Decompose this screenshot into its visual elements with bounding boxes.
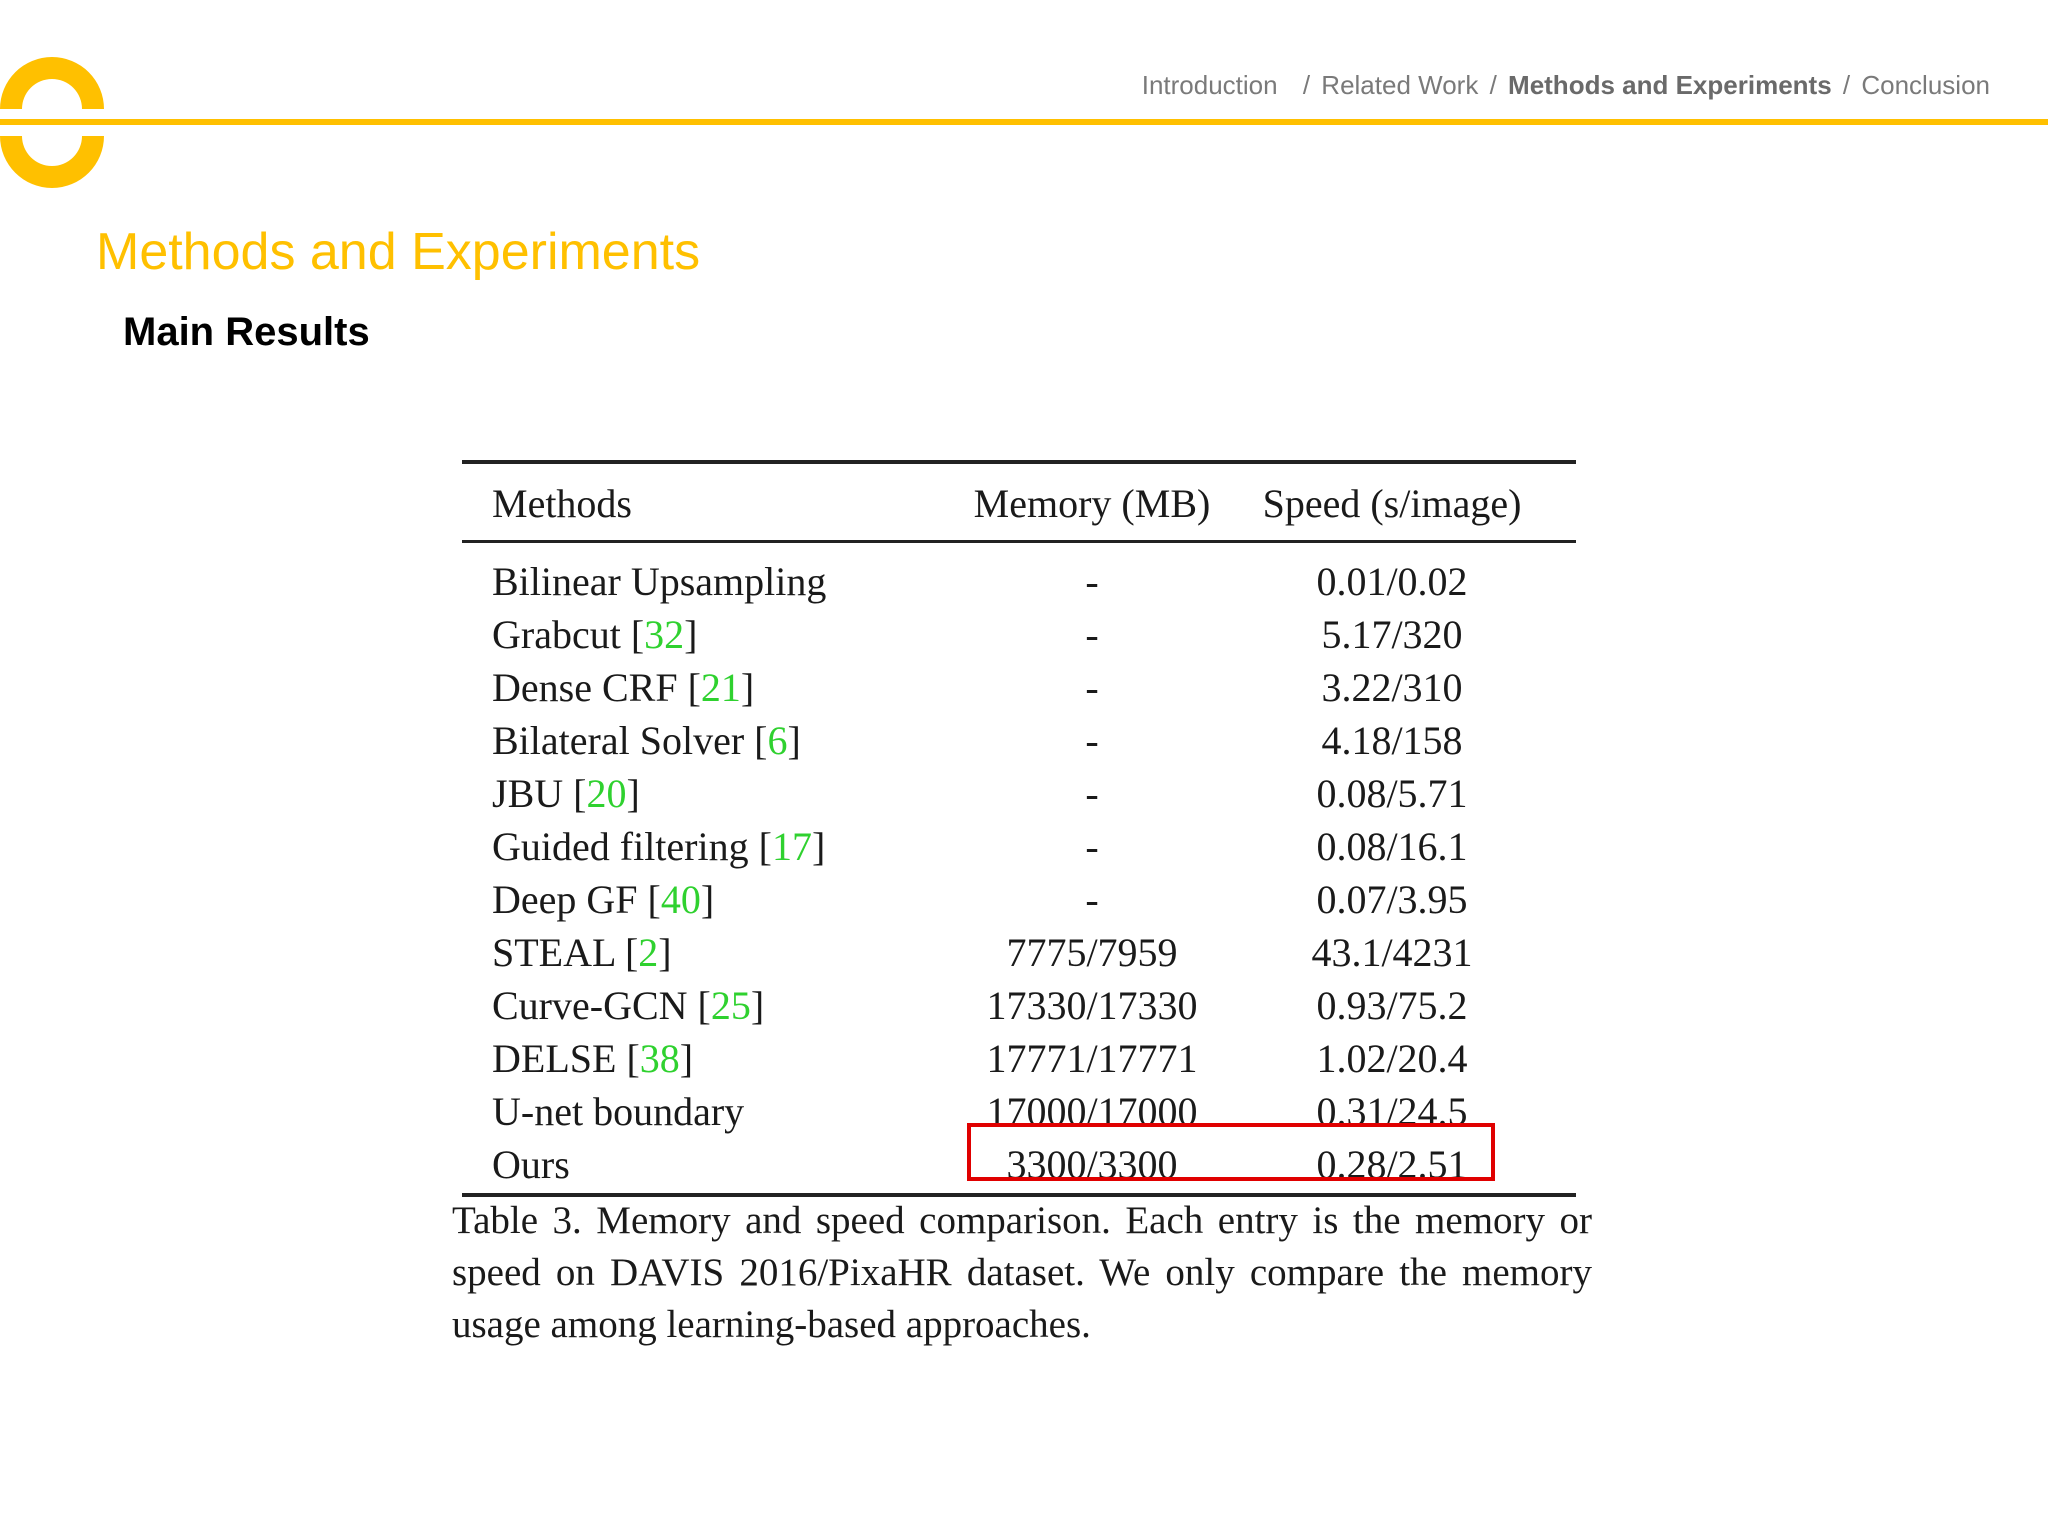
speed-cell: 0.01/0.02	[1316, 559, 1468, 604]
citation-link[interactable]: 17	[771, 824, 812, 869]
method-name: Deep GF	[492, 877, 638, 922]
method-name: U-net boundary	[492, 1089, 745, 1134]
speed-cell: 3.22/310	[1321, 665, 1463, 710]
memory-cell: -	[1085, 665, 1099, 710]
citation-link[interactable]: 6	[767, 718, 788, 763]
method-cell: DELSE [38]	[492, 1036, 694, 1081]
nav-methods-and-experiments[interactable]: Methods and Experiments	[1508, 70, 1832, 100]
method-cell: Guided filtering [17]	[492, 824, 826, 869]
speed-cell: 0.08/16.1	[1316, 824, 1468, 869]
nav-introduction[interactable]: Introduction	[1141, 70, 1278, 100]
method-cell: STEAL [2]	[492, 930, 672, 975]
citation-link[interactable]: 40	[660, 877, 701, 922]
header-divider	[0, 119, 2048, 125]
memory-cell: 3300/3300	[1006, 1142, 1178, 1187]
method-cell	[492, 1088, 744, 1135]
table-row	[452, 923, 1592, 976]
method-cell: Grabcut [32]	[492, 612, 698, 657]
table-row	[452, 870, 1592, 923]
column-header-memory: Memory (MB)	[973, 481, 1211, 526]
memory-cell: 17000/17000	[986, 1089, 1198, 1134]
method-name: Bilateral Solver	[492, 718, 745, 763]
table-caption: Table 3. Memory and speed comparison. Each entry is the memory or speed on DAVIS 2016/PixaHR dataset. We only compare the memory usage among learning-based approaches.	[452, 1199, 1592, 1346]
speed-cell: 0.93/75.2	[1316, 983, 1468, 1028]
subtitle: Main Results	[123, 310, 370, 354]
memory-cell: 17771/17771	[986, 1036, 1198, 1081]
table-row	[452, 817, 1592, 870]
method-cell: Dense CRF [21]	[492, 665, 755, 710]
method-name: Ours	[492, 1142, 570, 1187]
citation-link[interactable]: 32	[644, 612, 685, 657]
results-table-figure	[452, 460, 1592, 1360]
method-name: STEAL	[492, 930, 615, 975]
table-row	[452, 976, 1592, 1029]
table-body	[452, 552, 1592, 1188]
table-header-rule	[462, 540, 1576, 543]
method-name: Dense CRF	[492, 665, 678, 710]
method-name: DELSE	[492, 1036, 617, 1081]
memory-cell: -	[1085, 771, 1099, 816]
section-title: Methods and Experiments	[96, 223, 701, 281]
column-header-speed: Speed (s/image)	[1262, 481, 1522, 526]
method-cell	[492, 558, 826, 605]
method-cell: Curve-GCN [25]	[492, 983, 765, 1028]
memory-cell: -	[1085, 612, 1099, 657]
method-cell: JBU [20]	[492, 771, 640, 816]
citation-link[interactable]: 25	[710, 983, 751, 1028]
method-name: Guided filtering	[492, 824, 749, 869]
memory-cell: -	[1085, 718, 1099, 763]
citation-link[interactable]: 38	[639, 1036, 680, 1081]
method-cell: Deep GF [40]	[492, 877, 715, 922]
speed-cell: 1.02/20.4	[1316, 1036, 1468, 1081]
memory-cell: 17330/17330	[986, 983, 1198, 1028]
memory-cell: -	[1085, 824, 1099, 869]
speed-cell: 0.07/3.95	[1316, 877, 1468, 922]
speed-cell: 0.28/2.51	[1316, 1142, 1468, 1187]
speed-cell: 43.1/4231	[1311, 930, 1473, 975]
citation-link[interactable]: 21	[700, 665, 741, 710]
memory-cell: -	[1085, 877, 1099, 922]
memory-cell: -	[1085, 559, 1099, 604]
speed-cell: 0.08/5.71	[1316, 771, 1468, 816]
column-header-methods: Methods	[492, 481, 632, 526]
citation-link[interactable]: 2	[638, 930, 659, 975]
memory-cell: 7775/7959	[1006, 930, 1178, 975]
method-cell: Bilateral Solver [6]	[492, 718, 801, 763]
method-name: Curve-GCN	[492, 983, 688, 1028]
table-row	[452, 764, 1592, 817]
table-top-rule	[462, 460, 1576, 464]
citation-link[interactable]: 20	[586, 771, 627, 816]
method-name: JBU	[492, 771, 564, 816]
table-row	[452, 711, 1592, 764]
breadcrumb: Introduction / Related Work / Methods and Experiments / Conclusion	[1141, 70, 1990, 100]
table-row	[452, 658, 1592, 711]
table-row	[452, 1029, 1592, 1082]
speed-cell: 5.17/320	[1321, 612, 1463, 657]
nav-conclusion[interactable]: Conclusion	[1861, 70, 1990, 100]
nav-related-work[interactable]: Related Work	[1321, 70, 1479, 100]
table-row	[452, 552, 1592, 605]
speed-cell: 0.31/24.5	[1316, 1089, 1468, 1134]
method-name: Grabcut	[492, 612, 621, 657]
ours-highlight-box	[967, 1123, 1495, 1181]
method-cell	[492, 1141, 570, 1188]
speed-cell: 4.18/158	[1321, 718, 1463, 763]
method-name: Bilinear Upsampling	[492, 559, 827, 604]
table-row	[452, 605, 1592, 658]
